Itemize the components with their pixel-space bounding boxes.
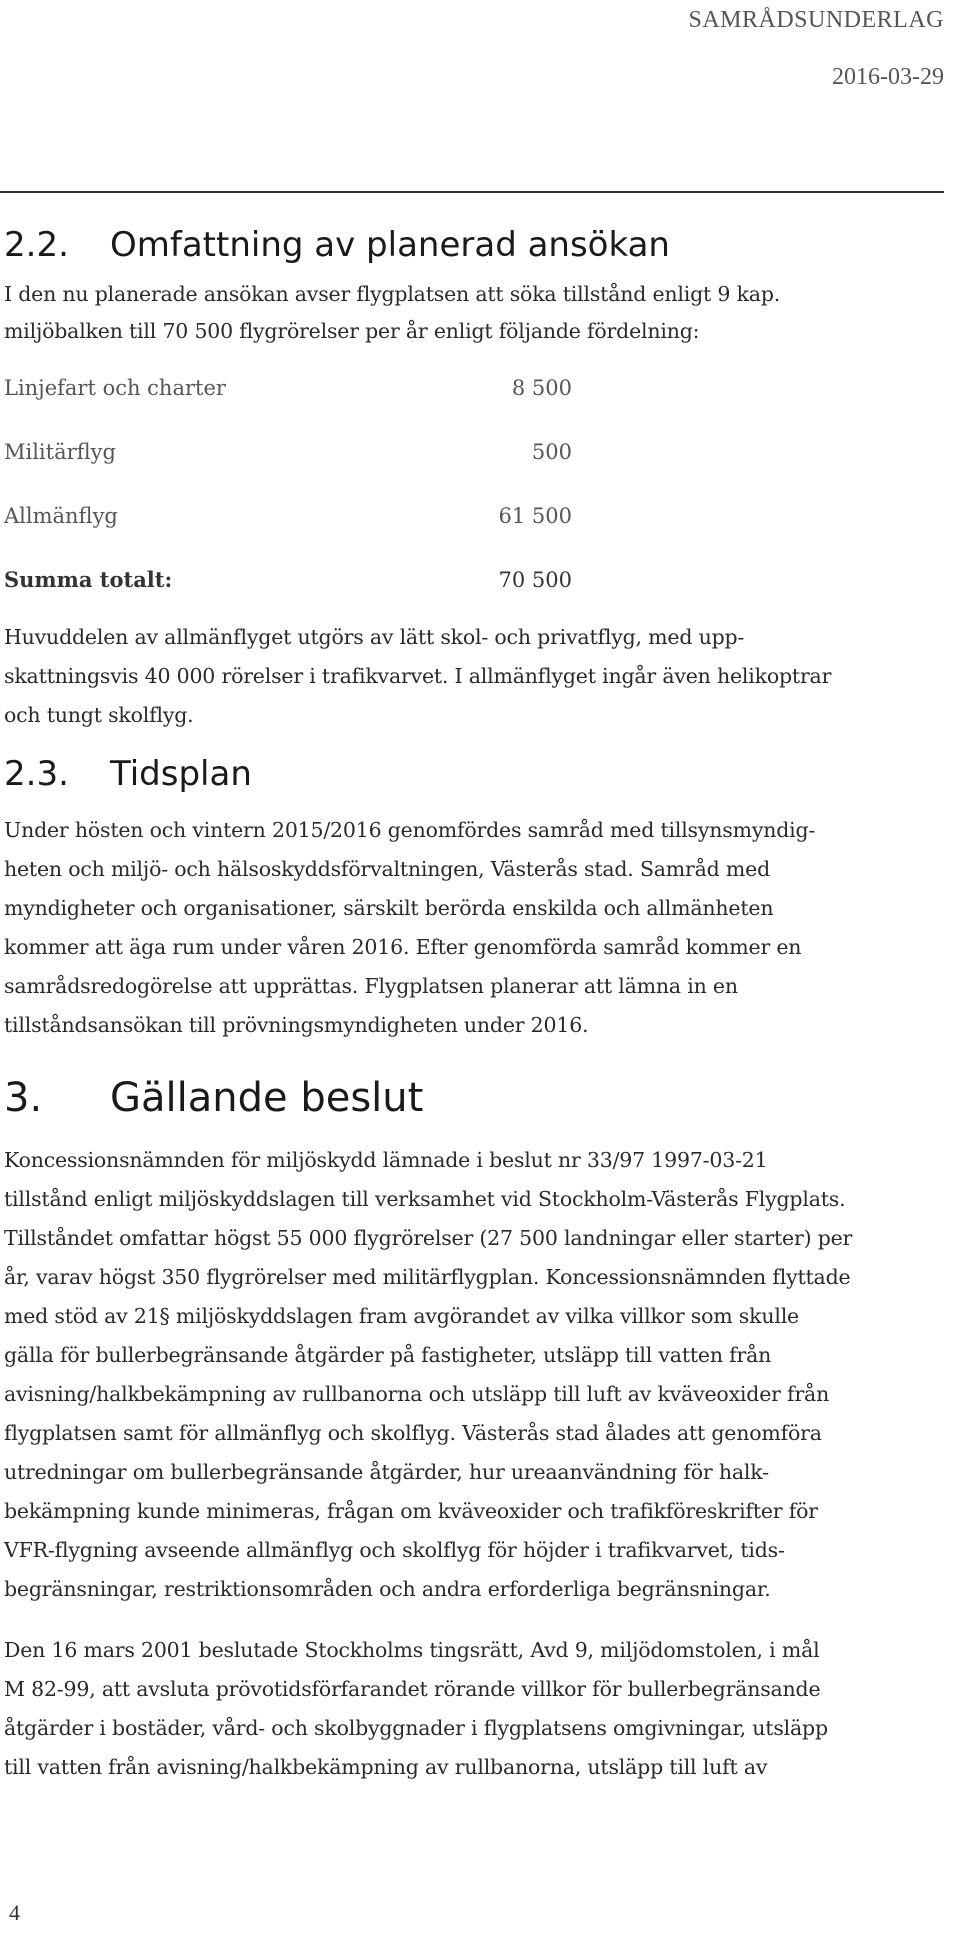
- allocation-value: 500: [531, 440, 572, 464]
- section-title: Omfattning av planerad ansökan: [110, 225, 670, 265]
- section-number: 3.: [4, 1075, 43, 1121]
- allocation-table: [4, 368, 572, 624]
- document-body: [4, 222, 944, 1787]
- allocation-row: [4, 432, 572, 496]
- section-3-heading: [4, 1071, 944, 1125]
- text-line: gälla för bullerbegränsande åtgärder på fastigheter, utsläpp till vatten från: [4, 1343, 772, 1367]
- text-line: Koncessionsnämnden för miljöskydd lämnade i beslut nr 33/97 1997-03-21: [4, 1148, 768, 1172]
- text-line: åtgärder i bostäder, vård- och skolbyggnader i flygplatsens omgivningar, utsläpp: [4, 1716, 828, 1740]
- text-line: år, varav högst 350 flygrörelser med militärflygplan. Koncessionsnämnden flyttade: [4, 1265, 851, 1289]
- allocation-label: Linjefart och charter: [4, 376, 226, 400]
- text-line: begränsningar, restriktionsområden och andra erforderliga begränsningar.: [4, 1577, 771, 1601]
- page-header: [688, 0, 944, 96]
- text-line: tillstånd enligt miljöskyddslagen till verksamhet vid Stockholm-Västerås Flygplats.: [4, 1187, 846, 1211]
- text-line: VFR-flygning avseende allmänflyg och skolflyg för höjder i trafikvarvet, tids-: [4, 1538, 785, 1562]
- allocation-total-row: [4, 560, 572, 624]
- allocation-row: [4, 496, 572, 560]
- text-line: med stöd av 21§ miljöskyddslagen fram avgörandet av vilka villkor som skulle: [4, 1304, 799, 1328]
- header-divider: [0, 191, 944, 193]
- section-2-2-heading: [4, 222, 944, 268]
- text-line: samrådsredogörelse att upprättas. Flygplatsen planerar att lämna in en: [4, 974, 738, 998]
- intro-line: miljöbalken till 70 500 flygrörelser per år enligt följande fördelning:: [4, 319, 700, 343]
- text-line: flygplatsen samt för allmänflyg och skolflyg. Västerås stad ålades att genomföra: [4, 1421, 822, 1445]
- allocation-label: Militärflyg: [4, 440, 116, 464]
- text-line: utredningar om bullerbegränsande åtgärder, hur ureaanvändning för halk-: [4, 1460, 769, 1484]
- text-line: avisning/halkbekämpning av rullbanorna och utsläpp till luft av kväveoxider från: [4, 1382, 830, 1406]
- text-line: M 82-99, att avsluta prövotidsförfarandet rörande villkor för bullerbegränsande: [4, 1677, 821, 1701]
- section-2-3-heading: [4, 751, 944, 797]
- section-number: 2.3.: [4, 754, 69, 794]
- allocation-value: 61 500: [498, 504, 572, 528]
- note-line: och tungt skolflyg.: [4, 703, 194, 727]
- text-line: Tillståndet omfattar högst 55 000 flygrörelser (27 500 landningar eller starter) per: [4, 1226, 853, 1250]
- text-line: Under hösten och vintern 2015/2016 genomfördes samråd med tillsynsmyndig-: [4, 818, 816, 842]
- allocation-value: 8 500: [511, 376, 572, 400]
- section-2-2-note: [4, 618, 944, 735]
- allocation-row: [4, 368, 572, 432]
- text-line: kommer att äga rum under våren 2016. Efter genomförda samråd kommer en: [4, 935, 802, 959]
- section-number: 2.2.: [4, 225, 69, 265]
- section-title: Gällande beslut: [110, 1075, 424, 1121]
- text-line: bekämpning kunde minimeras, frågan om kväveoxider och trafikföreskrifter för: [4, 1499, 818, 1523]
- page-number: 4: [9, 1900, 20, 1925]
- section-2-3-paragraph: [4, 811, 944, 1045]
- text-line: till vatten från avisning/halkbekämpning av rullbanorna, utsläpp till luft av: [4, 1755, 768, 1779]
- document-label: SAMRÅDSUNDERLAG: [688, 7, 944, 33]
- note-line: skattningsvis 40 000 rörelser i trafikvarvet. I allmänflyget ingår även helikoptrar: [4, 664, 832, 688]
- text-line: myndigheter och organisationer, särskilt berörda enskilda och allmänheten: [4, 896, 774, 920]
- allocation-label: Allmänflyg: [4, 504, 118, 528]
- document-date: 2016-03-29: [832, 64, 944, 90]
- section-title: Tidsplan: [110, 754, 252, 794]
- section-3-paragraph-1: [4, 1141, 944, 1609]
- note-line: Huvuddelen av allmänflyget utgörs av lätt skol- och privatflyg, med upp-: [4, 625, 745, 649]
- section-2-2-intro: [4, 276, 944, 350]
- section-3-paragraph-2: [4, 1631, 944, 1787]
- text-line: Den 16 mars 2001 beslutade Stockholms tingsrätt, Avd 9, miljödomstolen, i mål: [4, 1638, 820, 1662]
- allocation-total-value: 70 500: [498, 568, 572, 592]
- allocation-total-label: Summa totalt:: [4, 567, 173, 592]
- text-line: tillståndsansökan till prövningsmyndigheten under 2016.: [4, 1013, 589, 1037]
- intro-line: I den nu planerade ansökan avser flygplatsen att söka tillstånd enligt 9 kap.: [4, 282, 781, 306]
- text-line: heten och miljö- och hälsoskyddsförvaltningen, Västerås stad. Samråd med: [4, 857, 771, 881]
